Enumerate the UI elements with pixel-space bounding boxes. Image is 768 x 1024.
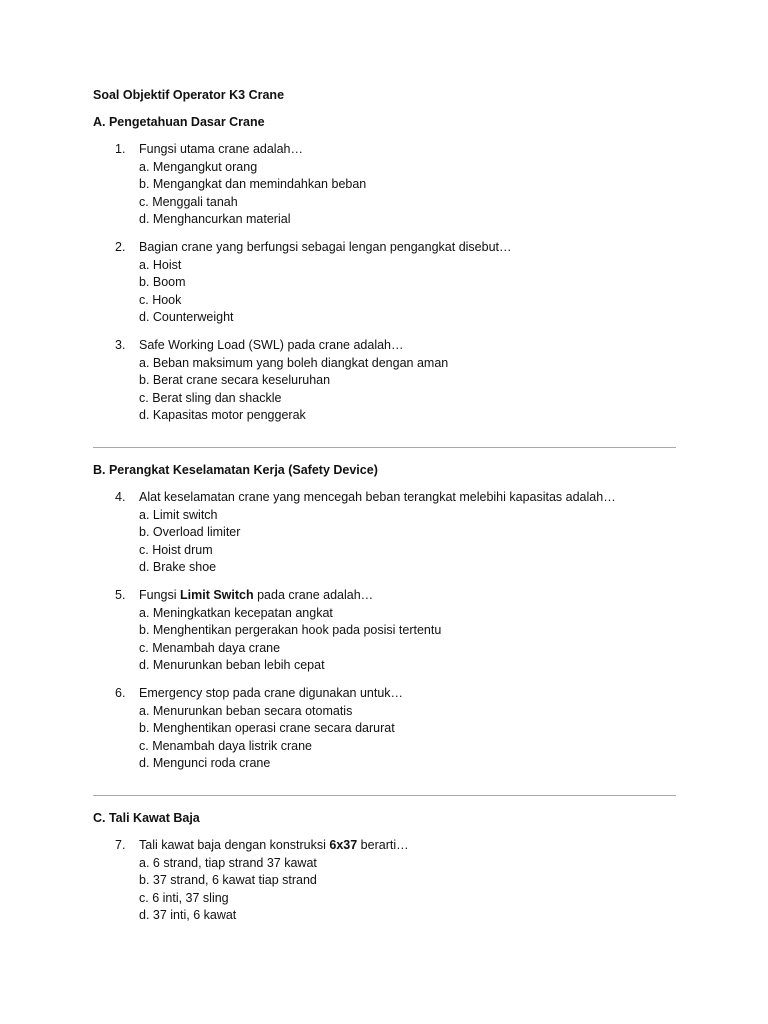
answer-option: d. Brake shoe (139, 560, 217, 575)
section-divider (93, 447, 676, 448)
answer-option: d. Counterweight (139, 310, 234, 325)
answer-option: d. Menurunkan beban lebih cepat (139, 658, 325, 673)
answer-option: d. Menghancurkan material (139, 212, 291, 227)
answer-option: a. Limit switch (139, 507, 218, 522)
section-divider (93, 795, 676, 796)
answer-option: b. Boom (139, 275, 186, 290)
question-text: Bagian crane yang berfungsi sebagai lengan pengangkat disebut… (139, 239, 512, 254)
question-text: Emergency stop pada crane digunakan untuk… (139, 685, 404, 700)
answer-option: b. Menghentikan pergerakan hook pada posisi tertentu (139, 623, 442, 638)
question-number: 2. (115, 239, 126, 254)
answer-option: b. Berat crane secara keseluruhan (139, 373, 331, 388)
question-number: 3. (115, 337, 126, 352)
question-6 (93, 685, 683, 773)
section-b (93, 462, 683, 783)
question-2 (93, 239, 683, 327)
question-number: 5. (115, 587, 126, 602)
answer-option: b. Overload limiter (139, 525, 241, 540)
question-number: 7. (115, 838, 126, 852)
answer-option: a. Mengangkut orang (139, 159, 258, 174)
answer-option: a. Hoist (139, 257, 182, 272)
answer-option: c. Menambah daya crane (139, 640, 281, 655)
answer-option: b. Menghentikan operasi crane secara darurat (139, 721, 395, 736)
section-heading: A. Pengetahuan Dasar Crane (93, 115, 265, 129)
answer-option: b. 37 strand, 6 kawat tiap strand (139, 873, 317, 888)
answer-option: a. Menurunkan beban secara otomatis (139, 703, 353, 718)
answer-option: c. Menambah daya listrik crane (139, 738, 312, 753)
answer-option: c. Hoist drum (139, 542, 213, 557)
answer-option: c. Berat sling dan shackle (139, 390, 282, 405)
answer-option: d. Mengunci roda crane (139, 756, 271, 771)
question-number: 6. (115, 685, 126, 700)
section-heading: C. Tali Kawat Baja (93, 811, 200, 825)
question-3 (93, 337, 683, 425)
question-text: Fungsi Limit Switch pada crane adalah… (139, 587, 374, 602)
answer-option: a. Meningkatkan kecepatan angkat (139, 605, 333, 620)
question-1 (93, 141, 683, 229)
question-text: Fungsi utama crane adalah… (139, 142, 303, 156)
answer-option: d. 37 inti, 6 kawat (139, 908, 237, 923)
question-7 (93, 837, 683, 925)
question-5 (93, 587, 683, 675)
question-text: Tali kawat baja dengan konstruksi 6x37 berarti… (139, 838, 409, 852)
question-text: Alat keselamatan crane yang mencegah beban terangkat melebihi kapasitas adalah… (139, 490, 616, 504)
answer-option: a. 6 strand, tiap strand 37 kawat (139, 855, 317, 870)
question-text: Safe Working Load (SWL) pada crane adalah… (139, 337, 404, 352)
answer-option: c. Hook (139, 292, 182, 307)
question-number: 4. (115, 490, 126, 504)
section-a (93, 114, 683, 435)
document-title: Soal Objektif Operator K3 Crane (93, 88, 285, 102)
question-4 (93, 489, 683, 577)
answer-option: a. Beban maksimum yang boleh diangkat dengan aman (139, 355, 449, 370)
section-c (93, 810, 683, 935)
answer-option: c. 6 inti, 37 sling (139, 890, 229, 905)
answer-option: b. Mengangkat dan memindahkan beban (139, 177, 367, 192)
question-number: 1. (115, 142, 126, 156)
answer-option: d. Kapasitas motor penggerak (139, 408, 306, 423)
answer-option: c. Menggali tanah (139, 194, 238, 209)
section-heading: B. Perangkat Keselamatan Kerja (Safety Device) (93, 463, 378, 477)
